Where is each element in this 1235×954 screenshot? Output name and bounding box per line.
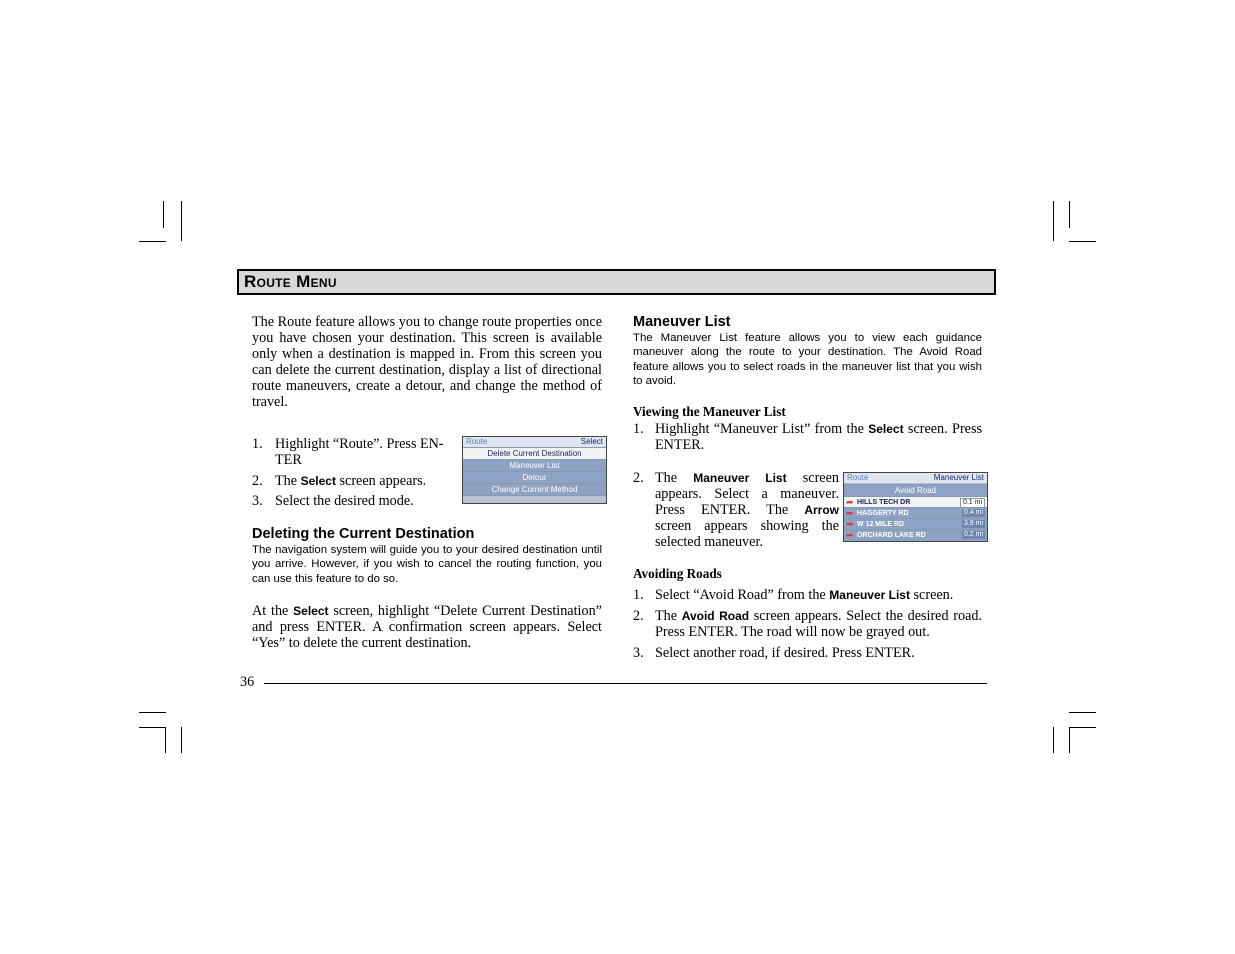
page-number: 36 [240, 674, 255, 690]
footer-rule [264, 683, 987, 684]
screen-title-left: Route [466, 437, 488, 446]
turn-arrow-icon: ➦ [846, 530, 854, 540]
route-steps: 1. Highlight “Route”. Press EN- TER 2. The Select screen appears. 3. Select the desired mode. [252, 436, 444, 509]
avoiding-step-2: 2. The Avoid Road screen appears. Select the desired road. Press ENTER. The road will now be grayed out. [633, 608, 983, 640]
turn-arrow-icon: ➦ [846, 519, 854, 529]
screen-title-right: Select [580, 437, 603, 446]
menu-item: Delete Current Destination [463, 447, 606, 459]
viewing-step-1: 1. Highlight “Maneuver List” from the Select screen. Press ENTER. [633, 421, 983, 453]
select-screen-image [462, 436, 607, 504]
heading-deleting: Deleting the Current Destination [252, 526, 475, 542]
section-header [237, 269, 996, 295]
maneuver-body: The Maneuver List feature allows you to view each guidance maneuver along the route to your destination. The Avoid Road feature allows you to select roads in the maneuver list that you wish to avoid. [633, 332, 982, 388]
maneuver-row: ➦ HILLS TECH DR 0.1 mi [844, 496, 987, 508]
maneuver-row: ➦ ORCHARD LAKE RD 0.2 mi [844, 529, 987, 541]
heading-maneuver-list: Maneuver List [633, 314, 731, 330]
maneuver-list-screen-image [843, 472, 988, 542]
avoiding-step-3: 3. Select another road, if desired. Press ENTER. [633, 645, 915, 661]
avoid-road-row: Avoid Road [844, 484, 987, 496]
maneuver-row: ➦ HAGGERTY RD 0.4 mi [844, 507, 987, 519]
avoiding-step-1: 1. Select “Avoid Road” from the Maneuver List screen. [633, 587, 954, 603]
intro-paragraph: The Route feature allows you to change route properties once you have chosen your destination. This screen is available only when a destination is mapped in. From this screen you can delete the current destination, display a list of directional route maneuvers, create a detour, and change the method of travel. [252, 314, 602, 410]
maneuver-row: ➦ W 12 MILE RD 3.9 mi [844, 518, 987, 530]
menu-item: Change Current Method [463, 483, 606, 495]
menu-item: Detour [463, 471, 606, 483]
turn-arrow-icon: ➦ [846, 508, 854, 518]
section-title: Route Menu [244, 272, 337, 291]
deleting-paragraph: At the Select screen, highlight “Delete Current Destination” and press ENTER. A confirmation screen appears. Select “Yes” to delete the current destination. [252, 603, 602, 651]
heading-viewing: Viewing the Maneuver List [633, 404, 786, 419]
heading-avoiding: Avoiding Roads [633, 566, 722, 581]
deleting-body: The navigation system will guide you to your desired destination until you arrive. However, if you wish to cancel the routing function, you can use this feature to do so. [252, 544, 602, 585]
menu-item: Maneuver List [463, 459, 606, 471]
viewing-step-2: 2. The Maneuver List screen appears. Select a maneuver. Press ENTER. The Arrow screen appears showing the selected maneuver. [633, 470, 839, 550]
screen-title-left: Route [847, 473, 869, 482]
screen-title-right: Maneuver List [933, 473, 984, 482]
turn-arrow-icon: ➦ [846, 497, 854, 507]
